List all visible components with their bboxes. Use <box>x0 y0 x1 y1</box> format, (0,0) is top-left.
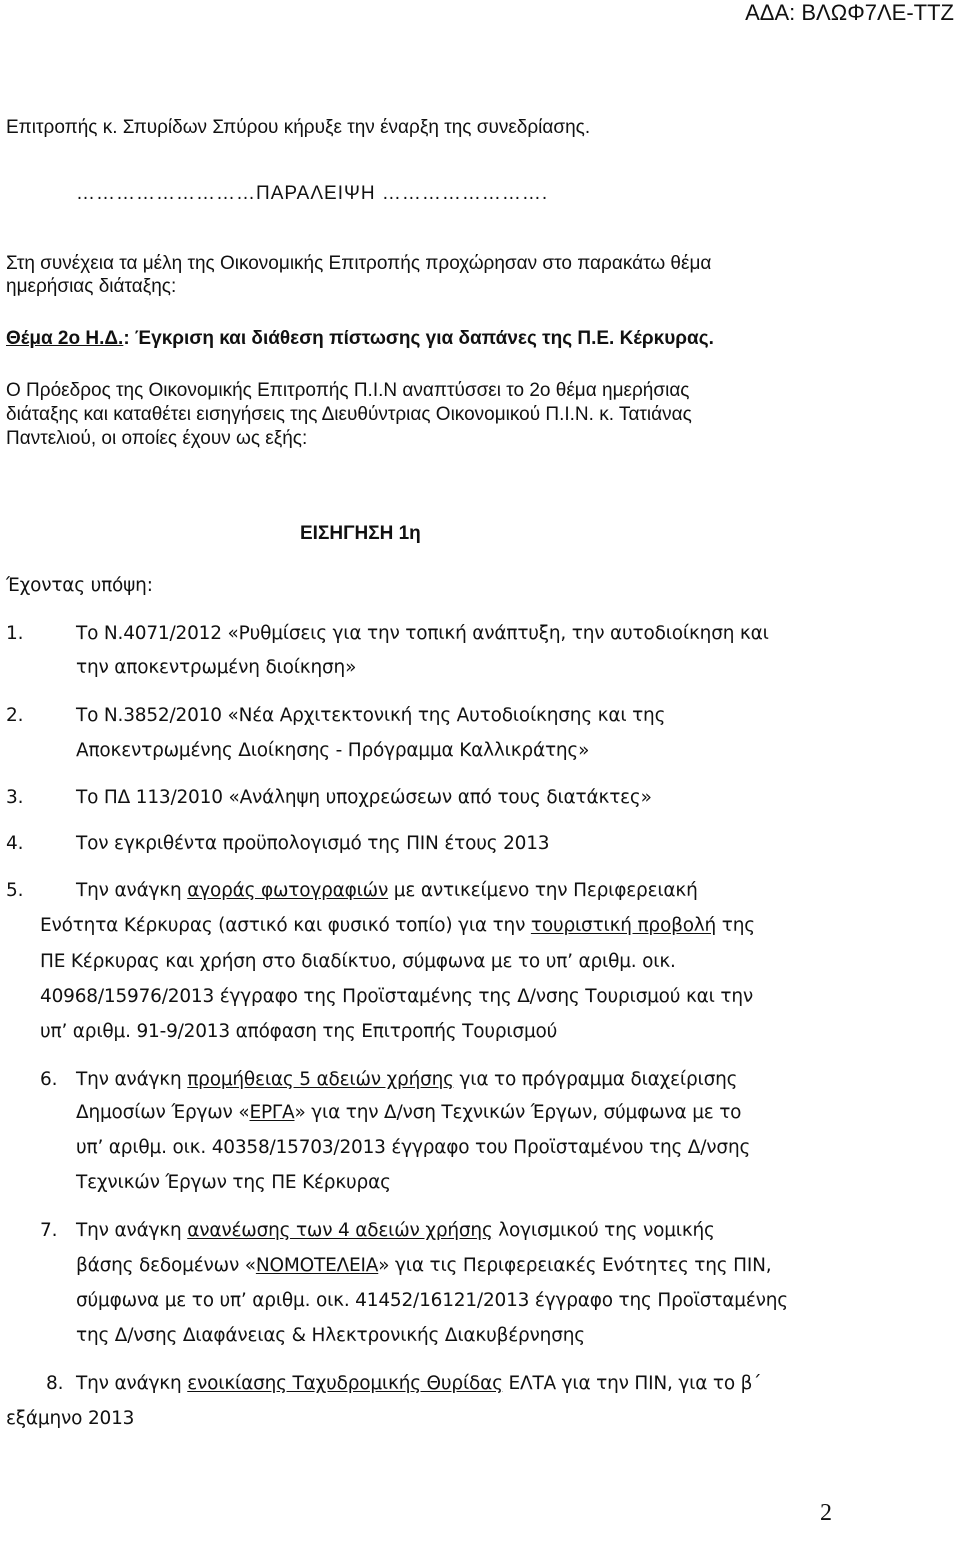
item-line: Αποκεντρωμένης Διοίκησης - Πρόγραμμα Καλλικράτης» <box>76 740 590 761</box>
topic-heading <box>6 328 714 350</box>
topic-prefix: Θέμα 2ο Η.Δ. <box>6 328 124 349</box>
item-line: Το Ν.4071/2012 «Ρυθμίσεις για την τοπική ανάπτυξη, την αυτοδιοίκηση και <box>76 623 769 644</box>
item-line: Την ανάγκη αγοράς φωτογραφιών με αντικείμενο την Περιφερειακή <box>76 880 698 901</box>
ada-code: ΑΔΑ: ΒΛΩΦ7ΛΕ-ΤΤΖ <box>745 0 954 25</box>
item-number: 3. <box>6 787 24 808</box>
item-line: υπ’ αριθμ. οικ. 40358/15703/2013 έγγραφο του Προϊσταμένου της Δ/νσης <box>76 1137 751 1158</box>
item-line: Τεχνικών Έργων της ΠΕ Κέρκυρας <box>76 1172 391 1193</box>
item-number: 8. <box>46 1373 64 1394</box>
item-line: σύμφωνα με το υπ’ αριθμ. οικ. 41452/16121/2013 έγγραφο της Προϊσταμένης <box>76 1290 788 1311</box>
underlined-phrase: τουριστική προβολή <box>530 915 717 936</box>
page-number: 2 <box>820 1500 832 1526</box>
item-number: 1. <box>6 623 24 644</box>
underlined-phrase: ΝΟΜΟΤΕΛΕΙΑ <box>255 1255 379 1276</box>
item-line: Την ανάγκη προμήθειας 5 αδειών χρήσης για το πρόγραμμα διαχείρισης <box>76 1069 738 1090</box>
item-line: Την ανάγκη ενοικίασης Ταχυδρομικής Θυρίδας ΕΛΤΑ για την ΠΙΝ, για το β΄ <box>76 1373 762 1394</box>
item-line: εξάμηνο 2013 <box>6 1408 135 1429</box>
intro-line: Επιτροπής κ. Σπυρίδων Σπύρου κήρυξε την έναρξη της συνεδρίασης. <box>6 117 591 138</box>
item-line: Το Ν.3852/2010 «Νέα Αρχιτεκτονική της Αυτοδιοίκησης και της <box>76 705 666 726</box>
underlined-phrase: ΕΡΓΑ <box>249 1102 295 1123</box>
underlined-phrase: ανανέωσης των 4 αδειών χρήσης <box>187 1220 493 1241</box>
president-line: Ο Πρόεδρος της Οικονομικής Επιτροπής Π.Ι.Ν αναπτύσσει το 2ο θέμα ημερήσιας <box>6 380 690 401</box>
item-number: 6. <box>40 1069 58 1090</box>
president-line: Παντελιού, οι οποίες έχουν ως εξής: <box>6 428 308 449</box>
item-number: 5. <box>6 880 24 901</box>
topic-text: : Έγκριση και διάθεση πίστωσης για δαπάνες της Π.Ε. Κέρκυρας. <box>123 328 714 349</box>
omission-marker: ………………………ΠΑΡΑΛΕΙΨΗ ……………………. <box>76 183 549 204</box>
item-line: της Δ/νσης Διαφάνειας & Ηλεκτρονικής Διακυβέρνησης <box>76 1325 585 1346</box>
president-line: διάταξης και καταθέτει εισηγήσεις της Διευθύντριας Οικονομικού Π.Ι.Ν. κ. Τατιάνας <box>6 404 692 425</box>
intro-paragraph-line: ημερήσιας διάταξης: <box>6 276 177 297</box>
underlined-phrase: αγοράς φωτογραφιών <box>187 880 389 901</box>
item-number: 7. <box>40 1220 58 1241</box>
underlined-phrase: προμήθειας 5 αδειών χρήσης <box>187 1069 454 1090</box>
item-line: Το ΠΔ 113/2010 «Ανάληψη υποχρεώσεων από τους διατάκτες» <box>76 787 652 808</box>
item-line: Ενότητα Κέρκυρας (αστικό και φυσικό τοπίο) για την τουριστική προβολή της <box>40 915 755 936</box>
item-line: Την ανάγκη ανανέωσης των 4 αδειών χρήσης λογισμικού της νομικής <box>76 1220 715 1241</box>
intro-paragraph-line: Στη συνέχεια τα μέλη της Οικονομικής Επιτροπής προχώρησαν στο παρακάτω θέμα <box>6 253 712 274</box>
item-number: 2. <box>6 705 24 726</box>
item-line: 40968/15976/2013 έγγραφο της Προϊσταμένης της Δ/νσης Τουρισμού και την <box>40 986 754 1007</box>
item-line: Τον εγκριθέντα προϋπολογισμό της ΠΙΝ έτους 2013 <box>76 833 550 854</box>
item-line: την αποκεντρωμένη διοίκηση» <box>76 657 357 678</box>
item-line: ΠΕ Κέρκυρας και χρήση στο διαδίκτυο, σύμφωνα με το υπ’ αριθμ. οικ. <box>40 951 676 972</box>
item-line: Δημοσίων Έργων «ΕΡΓΑ» για την Δ/νση Τεχνικών Έργων, σύμφωνα με το <box>76 1102 742 1123</box>
underlined-phrase: ενοικίασης Ταχυδρομικής Θυρίδας <box>187 1373 503 1394</box>
having-considered: Έχοντας υπόψη: <box>6 575 153 596</box>
item-line: υπ’ αριθμ. 91-9/2013 απόφαση της Επιτροπής Τουρισμού <box>40 1021 558 1042</box>
proposal-title: ΕΙΣΗΓΗΣΗ 1η <box>300 523 421 544</box>
item-number: 4. <box>6 833 24 854</box>
item-line: βάσης δεδομένων «ΝΟΜΟΤΕΛΕΙΑ» για τις Περιφερειακές Ενότητες της ΠΙΝ, <box>76 1255 772 1276</box>
